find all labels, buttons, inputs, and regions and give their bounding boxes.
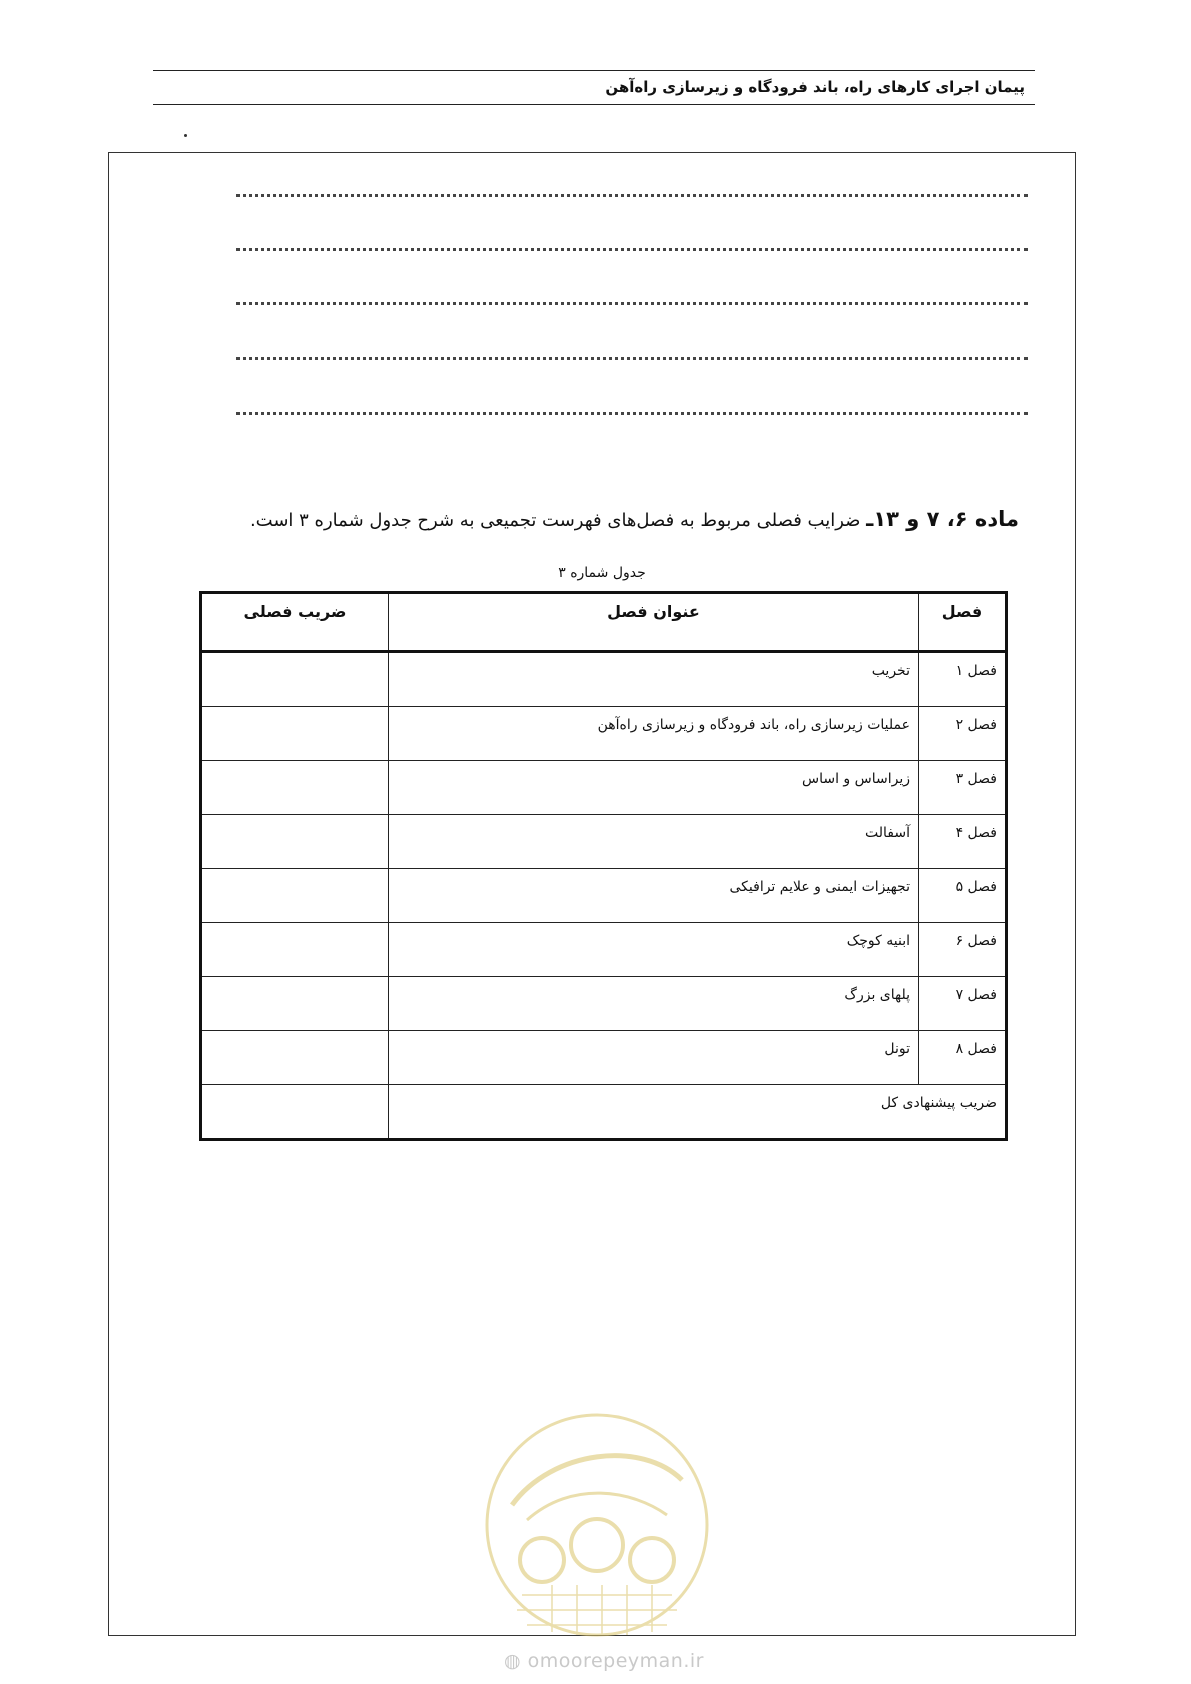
coefficient-cell: [201, 761, 389, 815]
omoorepeyman-seal-logo: [482, 1410, 712, 1640]
table-row: [201, 977, 1007, 1031]
coefficient-cell: [201, 923, 389, 977]
table-header-row: [201, 593, 1007, 652]
dotted-fill-line: [236, 194, 1028, 197]
chapter-title: ابنیه کوچک: [389, 923, 919, 977]
header-coefficient: ضریب فصلی: [201, 593, 389, 652]
chapter-title: آسفالت: [389, 815, 919, 869]
chapter-number: فصل ۱: [919, 652, 1007, 707]
table-row: [201, 761, 1007, 815]
chapter-number: فصل ۶: [919, 923, 1007, 977]
table-row: [201, 869, 1007, 923]
stray-dot: [184, 134, 187, 137]
chapter-title: پلهای بزرگ: [389, 977, 919, 1031]
chapter-number: فصل ۷: [919, 977, 1007, 1031]
table-total-row: [201, 1085, 1007, 1140]
table-row: [201, 1031, 1007, 1085]
chapter-title: تجهیزات ایمنی و علایم ترافیکی: [389, 869, 919, 923]
chapter-number: فصل ۲: [919, 707, 1007, 761]
watermark-site-url: ◍ omoorepeyman.ir: [504, 1650, 704, 1672]
chapter-number: فصل ۵: [919, 869, 1007, 923]
table-row: [201, 707, 1007, 761]
dotted-fill-line: [236, 357, 1028, 360]
total-coefficient-label: ضریب پیشنهادی کل: [389, 1085, 1007, 1140]
coefficient-cell: [201, 869, 389, 923]
header-top-rule: [153, 70, 1035, 71]
chapter-title: تخریب: [389, 652, 919, 707]
chapter-coefficient-table: [199, 591, 1008, 1141]
table-row: [201, 923, 1007, 977]
table-caption: جدول شماره ۳: [558, 565, 646, 581]
coefficient-cell: [201, 815, 389, 869]
globe-icon: ◍: [504, 1650, 522, 1672]
page-header-title: پیمان اجرای کارهای راه، باند فرودگاه و زیرسازی راه‌آهن: [605, 78, 1025, 96]
coefficient-cell: [201, 1031, 389, 1085]
chapter-title: عملیات زیرسازی راه، باند فرودگاه و زیرسازی راه‌آهن: [389, 707, 919, 761]
chapter-number: فصل ۳: [919, 761, 1007, 815]
chapter-title: زیراساس و اساس: [389, 761, 919, 815]
header-chapter: فصل: [919, 593, 1007, 652]
article-title: ماده ۶، ۷ و ۱۳ـ: [866, 507, 1019, 531]
total-coefficient-cell: [201, 1085, 389, 1140]
dotted-fill-line: [236, 412, 1028, 415]
header-bottom-rule: [153, 104, 1035, 105]
chapter-number: فصل ۸: [919, 1031, 1007, 1085]
article-text: ضرایب فصلی مربوط به فصل‌های فهرست تجمیعی به شرح جدول شماره ۳ است.: [249, 510, 861, 531]
dotted-fill-line: [236, 248, 1028, 251]
chapter-title: تونل: [389, 1031, 919, 1085]
coefficient-cell: [201, 652, 389, 707]
article-paragraph: [249, 507, 1019, 531]
chapter-number: فصل ۴: [919, 815, 1007, 869]
table-row: [201, 652, 1007, 707]
table-row: [201, 815, 1007, 869]
coefficient-cell: [201, 707, 389, 761]
dotted-fill-line: [236, 302, 1028, 305]
coefficient-cell: [201, 977, 389, 1031]
header-chapter-title: عنوان فصل: [389, 593, 919, 652]
